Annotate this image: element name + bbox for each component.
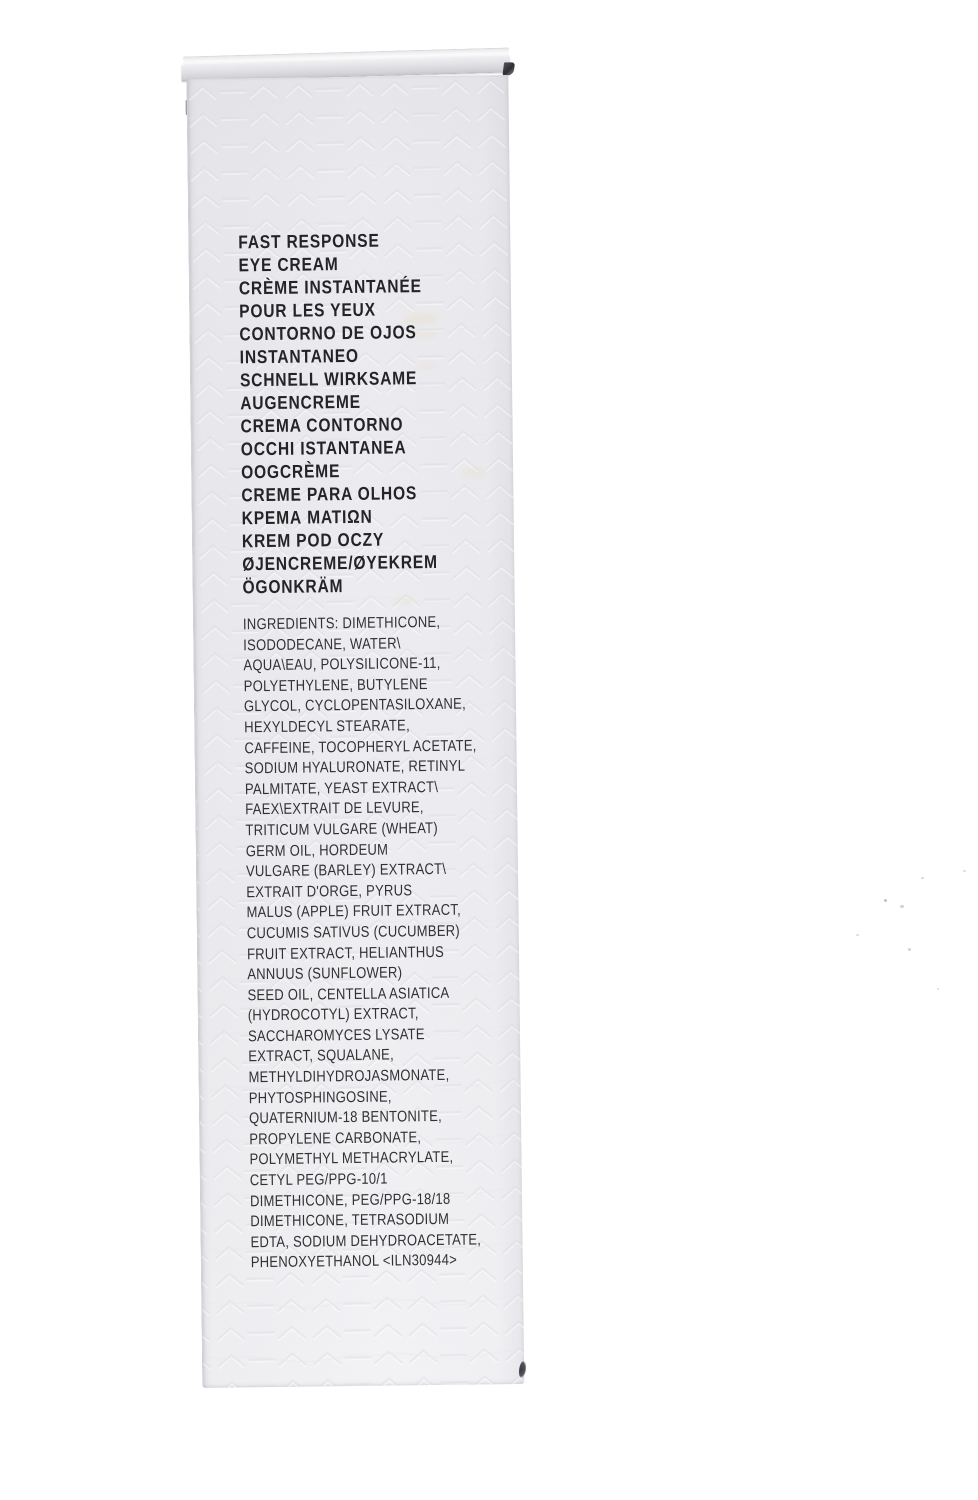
ingredient-line: CETYL PEG/PPG-10/1	[249, 1170, 388, 1190]
ingredient-line: EXTRAIT D'ORGE, PYRUS	[246, 881, 413, 902]
background-speck	[884, 899, 887, 902]
ingredient-line: AQUA\EAU, POLYSILICONE-11,	[243, 655, 441, 675]
ingredient-line: DIMETHICONE, PEG/PPG-18/18	[249, 1190, 451, 1210]
ingredient-line: DIMETHICONE, TETRASODIUM	[250, 1211, 450, 1231]
product-title-line: OCCHI ISTANTANEA	[240, 436, 407, 460]
ingredient-line: PHENOXYETHANOL <ILN30944>	[250, 1252, 458, 1272]
ingredient-line: INGREDIENTS: DIMETHICONE,	[242, 613, 441, 634]
ingredient-line: PHYTOSPHINGOSINE,	[248, 1088, 392, 1107]
printed-text-column	[238, 227, 528, 1274]
product-title-line: ØJENCREME/ØYEKREM	[242, 550, 438, 575]
product-title-line: AUGENCREME	[240, 390, 362, 414]
background-speck	[963, 870, 966, 872]
ingredient-line: FRUIT EXTRACT, HELIANTHUS	[246, 943, 445, 963]
product-title-line: FAST RESPONSE	[238, 229, 380, 253]
ingredient-line: ISODODECANE, WATER\	[243, 634, 401, 654]
ingredient-line: EDTA, SODIUM DEHYDROACETATE,	[250, 1231, 482, 1252]
ingredient-line: VULGARE (BARLEY) EXTRACT\	[245, 860, 447, 881]
product-box	[186, 50, 524, 1388]
ingredient-line: CUCUMIS SATIVUS (CUCUMBER)	[246, 922, 461, 943]
ingredient-line: METHYLDIHYDROJASMONATE,	[248, 1066, 450, 1087]
product-title-line: ÖGONKRÄM	[242, 575, 344, 598]
ingredient-line: GLYCOL, CYCLOPENTASILOXANE,	[243, 695, 467, 716]
product-title-line: KREM POD OCZY	[241, 528, 385, 552]
ingredient-line: QUATERNIUM-18 BENTONITE,	[248, 1108, 443, 1128]
ingredient-line: MALUS (APPLE) FRUIT EXTRACT,	[246, 901, 462, 922]
product-title-line: CRÈME INSTANTANÉE	[238, 275, 422, 299]
product-title-line: CREME PARA OLHOS	[241, 482, 418, 506]
background-speck	[908, 948, 911, 951]
ingredient-line: FAEX\EXTRAIT DE LEVURE,	[245, 799, 424, 819]
background-speck	[900, 905, 904, 908]
background-speck	[937, 988, 939, 990]
ingredient-line: EXTRACT, SQUALANE,	[248, 1046, 394, 1066]
ingredient-line: PROPYLENE CARBONATE,	[249, 1129, 422, 1149]
ingredient-line: TRITICUM VULGARE (WHEAT)	[245, 819, 439, 840]
ingredients-block	[243, 612, 528, 1274]
ingredient-line: CAFFEINE, TOCOPHERYL ACETATE,	[244, 737, 477, 757]
background-speck	[921, 877, 924, 879]
product-title-line: CONTORNO DE OJOS	[239, 321, 417, 345]
ingredient-line: ANNUUS (SUNFLOWER)	[247, 964, 403, 984]
lid-corner-shadow	[502, 62, 515, 75]
product-title-line: INSTANTANEO	[239, 344, 360, 368]
product-title-line: ΚΡΕΜΑ ΜΑΤΙΩΝ	[241, 505, 373, 529]
ingredient-line: GERM OIL, HORDEUM	[245, 841, 389, 860]
ingredient-line: PALMITATE, YEAST EXTRACT\	[244, 778, 439, 799]
product-title-block	[238, 227, 520, 598]
ingredient-line: HEXYLDECYL STEARATE,	[244, 717, 411, 737]
ingredient-line: (HYDROCOTYL) EXTRACT,	[247, 1005, 419, 1025]
box-front-face	[186, 75, 524, 1388]
ingredient-line: POLYMETHYL METHACRYLATE,	[249, 1149, 454, 1169]
background-speck	[856, 934, 859, 936]
ingredient-line: SACCHAROMYCES LYSATE	[247, 1025, 425, 1046]
ingredient-line: POLYETHYLENE, BUTYLENE	[243, 675, 428, 696]
product-title-line: POUR LES YEUX	[239, 298, 376, 322]
product-title-line: SCHNELL WIRKSAME	[239, 367, 418, 391]
ingredient-line: SODIUM HYALURONATE, RETINYL	[244, 757, 466, 778]
product-title-line: CREMA CONTORNO	[240, 413, 404, 437]
product-title-line: EYE CREAM	[238, 253, 339, 276]
ingredient-line: SEED OIL, CENTELLA ASIATICA	[247, 984, 450, 1004]
product-title-line: OOGCRÈME	[240, 460, 341, 483]
